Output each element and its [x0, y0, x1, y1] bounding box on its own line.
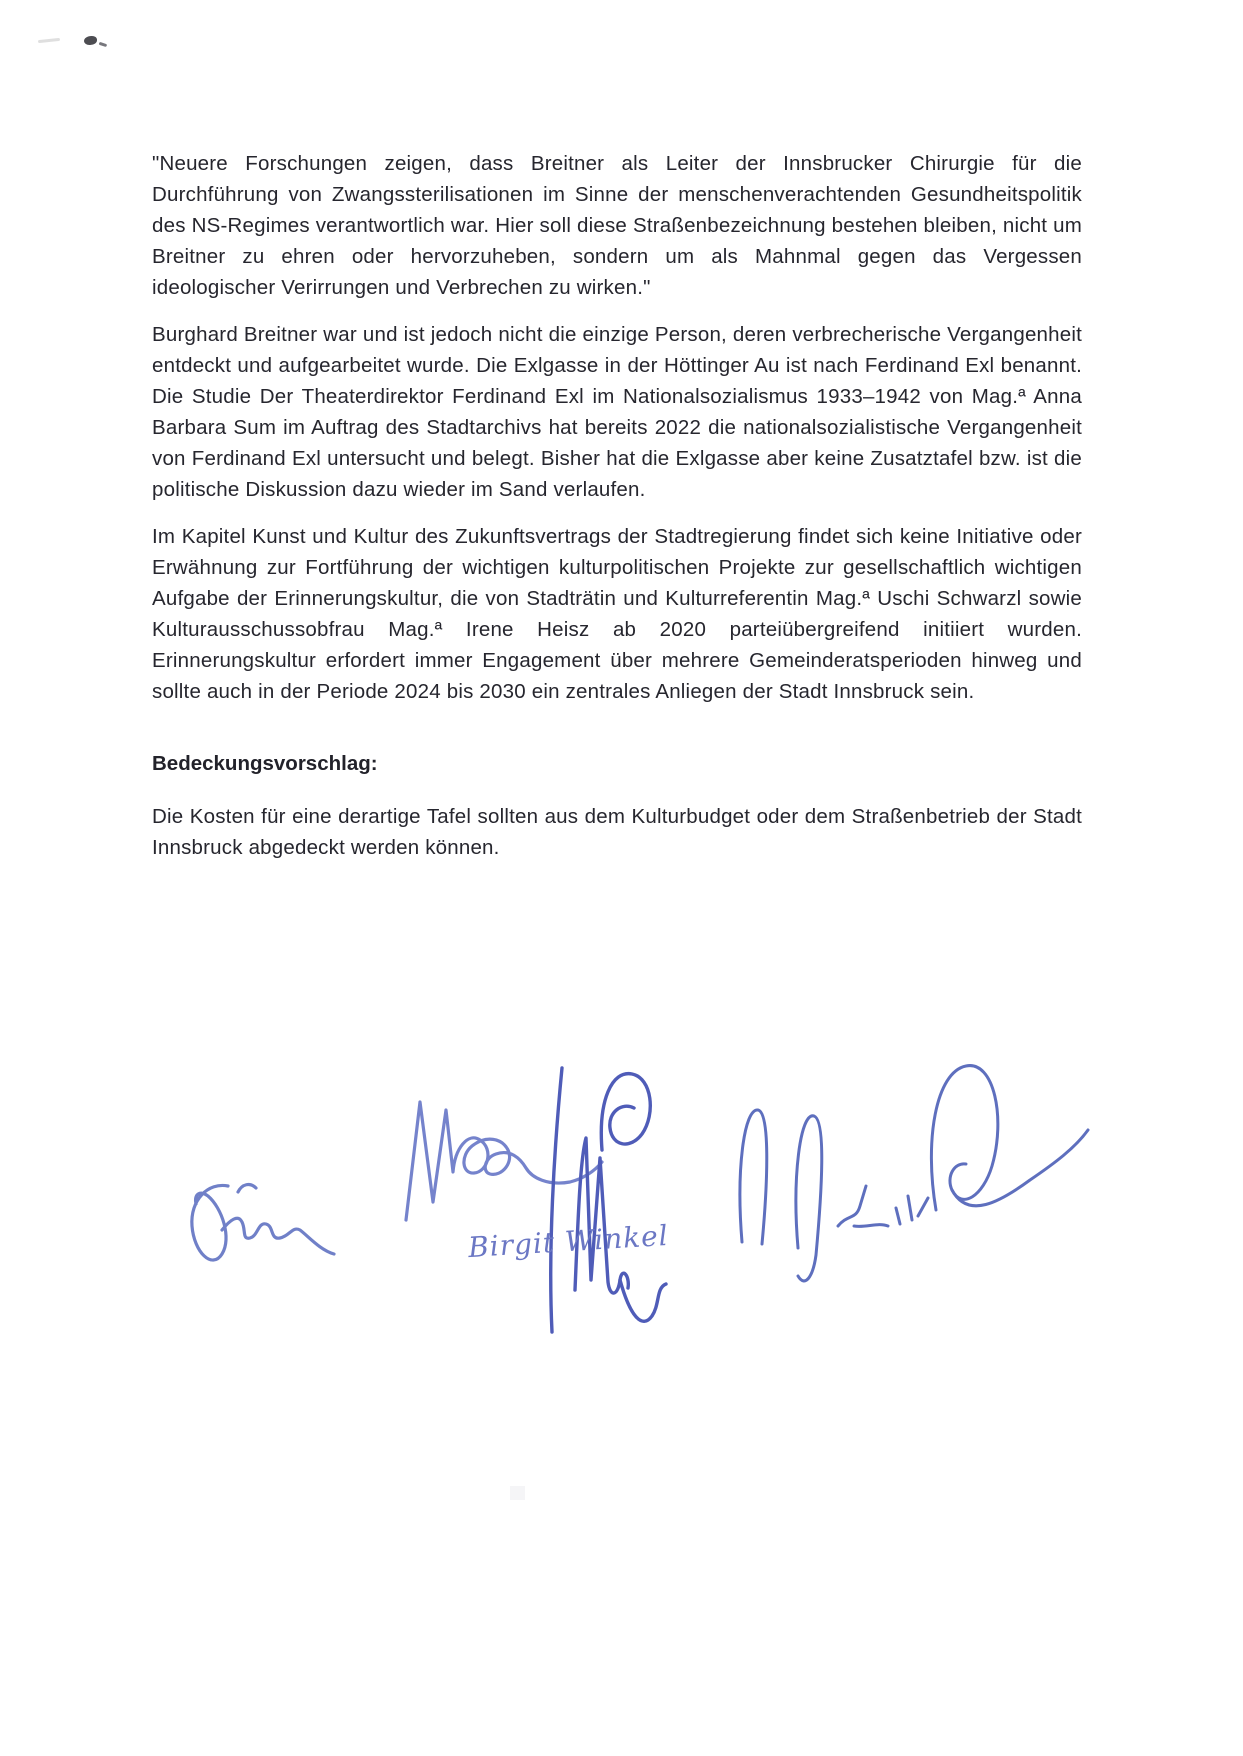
- paragraph-kosten: Die Kosten für eine derartige Tafel sollten aus dem Kulturbudget oder dem Straßenbetrieb der Stadt Innsbruck abgedeckt werden können.: [152, 805, 1082, 859]
- section-heading-bedeckungsvorschlag: Bedeckungsvorschlag:: [152, 752, 378, 775]
- signature-4: [192, 1185, 334, 1261]
- paragraph-quote-breitner: "Neuere Forschungen zeigen, dass Breitner als Leiter der Innsbrucker Chirurgie für die Durchführung von Zwangssterilisationen im Sinne der menschenverachtenden Gesundheitspolitik des NS-Regimes verantwortlich war. Hier soll diese Straßenbezeichnung bestehen bleiben, nicht um Breitner zu ehren oder hervorzuheben, sondern um als Mahnmal gegen das Vergessen ideologischer Verirrungen und Verbrechen zu wirken.": [152, 152, 1082, 299]
- scan-speck-tail: [99, 42, 107, 47]
- scan-speck-faint: [510, 1486, 525, 1500]
- paragraph-exlgasse: Burghard Breitner war und ist jedoch nicht die einzige Person, deren verbrecherische Vergangenheit entdeckt und aufgearbeitet wurde. Die Exlgasse in der Höttinger Au ist nach Ferdinand Exl benannt. Die Studie Der Theaterdirektor Ferdinand Exl im Nationalsozialismus 1933–1942 von Mag.ª Anna Barbara Sum im Auftrag des Stadtarchivs hat bereits 2022 die nationalsozialistische Vergangenheit von Ferdinand Exl untersucht und belegt. Bisher hat die Exlgasse aber keine Zusatztafel bzw. ist die politische Diskussion dazu wieder im Sand verlaufen.: [152, 323, 1082, 501]
- signature-area: [150, 1030, 1150, 1370]
- scan-speck-blob: [84, 36, 97, 45]
- signature-3: [740, 1066, 1088, 1281]
- document-body: [152, 148, 1082, 863]
- signatures-canvas: [150, 1030, 1150, 1370]
- signature-2: [551, 1068, 666, 1332]
- scan-speck-dash: [38, 38, 60, 43]
- paragraph-erinnerungskultur: Im Kapitel Kunst und Kultur des Zukunftsvertrags der Stadtregierung findet sich keine Initiative oder Erwähnung zur Fortführung der wichtigen kulturpolitischen Projekte zur gesellschaftlich wichtigen Aufgabe der Erinnerungskultur, die von Stadträtin und Kulturreferentin Mag.ª Uschi Schwarzl sowie Kulturausschussobfrau Mag.ª Irene Heisz ab 2020 parteiübergreifend initiiert wurden. Erinnerungskultur erfordert immer Engagement über mehrere Gemeinderatsperioden hinweg und sollte auch in der Periode 2024 bis 2030 ein zentrales Anliegen der Stadt Innsbruck sein.: [152, 525, 1082, 703]
- signature-1: [406, 1102, 602, 1220]
- signature-name-birgit-winkel: Birgit Winkel: [467, 1218, 670, 1265]
